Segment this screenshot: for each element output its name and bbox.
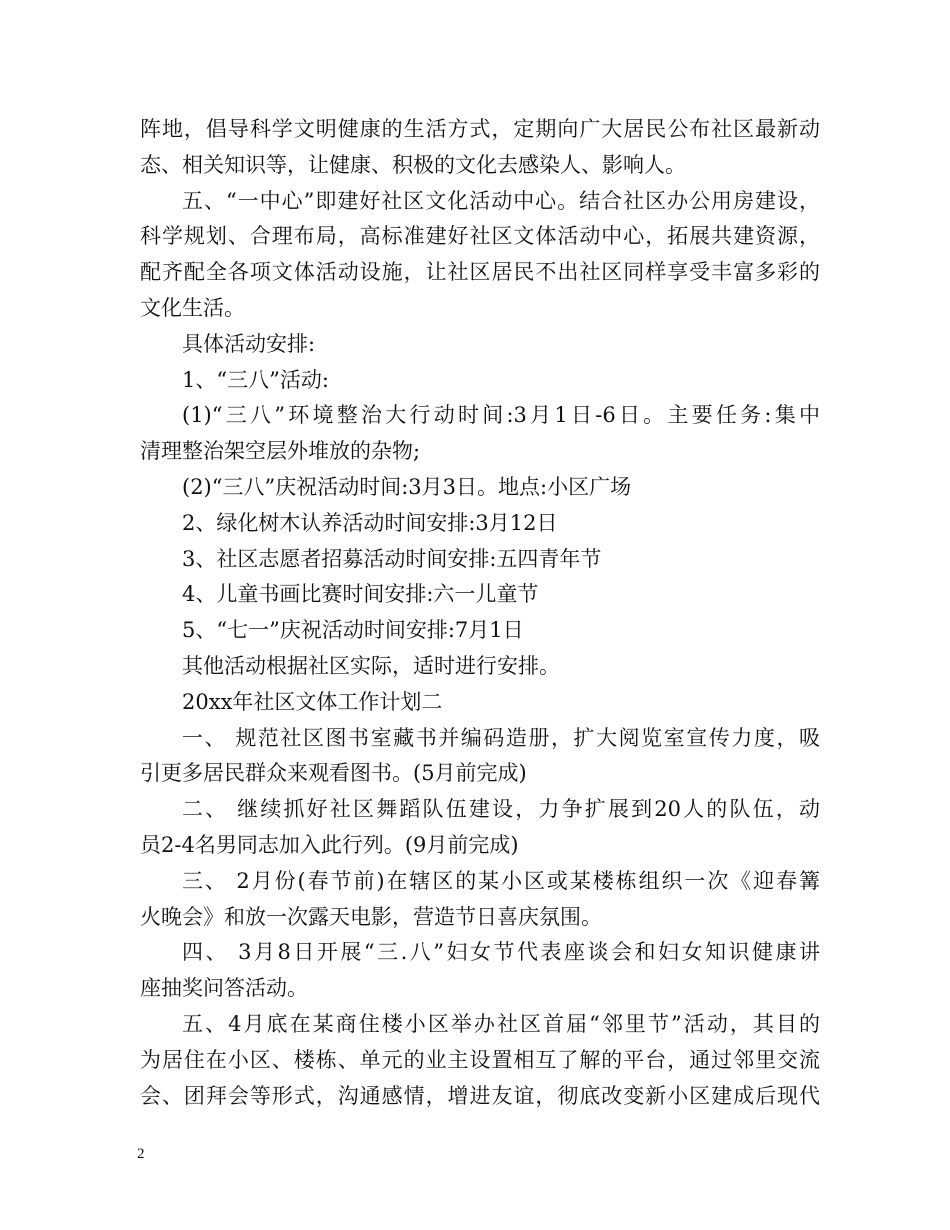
body-text <box>140 112 820 1114</box>
text-line: 五、4月底在某商住楼小区举办社区首届“邻里节”活动，其目的 <box>182 1011 820 1036</box>
section-heading: 20xx年社区文体工作计划二 <box>182 689 443 714</box>
text-line: 引更多居民群众来观看图书。(5月前完成) <box>140 761 527 786</box>
text-line: 配齐配全各项文体活动设施，让社区居民不出社区同样享受丰富多彩的 <box>140 260 820 285</box>
text-line: 三、 2月份(春节前)在辖区的某小区或某楼栋组织一次《迎春篝 <box>182 868 820 893</box>
text-line: 座抽奖问答活动。 <box>140 976 308 1001</box>
text-line: 3、社区志愿者招募活动时间安排:五四青年节 <box>182 546 602 571</box>
text-line: 4、儿童书画比赛时间安排:六一儿童节 <box>182 582 539 607</box>
text-line: 四、 3月8日开展“三.八”妇女节代表座谈会和妇女知识健康讲 <box>182 940 820 965</box>
page-number: 2 <box>137 1146 145 1162</box>
text-line: 一、 规范社区图书室藏书并编码造册，扩大阅览室宣传力度，吸 <box>182 725 820 750</box>
text-line: 阵地，倡导科学文明健康的生活方式，定期向广大居民公布社区最新动 <box>140 117 820 141</box>
text-line: 2、绿化树木认养活动时间安排:3月12日 <box>182 510 558 535</box>
text-line: 为居住在小区、楼栋、单元的业主设置相互了解的平台，通过邻里交流 <box>140 1047 820 1072</box>
text-line: 1、“三八”活动: <box>182 367 329 392</box>
text-line: 二、 继续抓好社区舞蹈队伍建设，力争扩展到20人的队伍，动 <box>182 797 820 822</box>
text-line: 5、“七一”庆祝活动时间安排:7月1日 <box>182 618 524 643</box>
text-line: 科学规划、合理布局，高标准建好社区文体活动中心，拓展共建资源， <box>140 224 820 249</box>
text-line: 五、“一中心”即建好社区文化活动中心。结合社区办公用房建设， <box>182 188 820 213</box>
text-line: 文化生活。 <box>140 295 245 320</box>
text-line: 其他活动根据社区实际，适时进行安排。 <box>182 653 560 678</box>
text-line: 员2-4名男同志加入此行列。(9月前完成) <box>140 832 519 857</box>
text-line: 具体活动安排: <box>182 331 316 356</box>
text-line: 清理整治架空层外堆放的杂物; <box>140 439 421 464</box>
text-line: 火晚会》和放一次露天电影，营造节日喜庆氛围。 <box>140 904 602 929</box>
text-line: (1)“三八”环境整治大行动时间:3月1日-6日。主要任务:集中 <box>182 403 820 428</box>
text-line: 态、相关知识等，让健康、积极的文化去感染人、影响人。 <box>140 152 686 177</box>
text-line: 会、团拜会等形式，沟通感情，增进友谊，彻底改变新小区建成后现代 <box>140 1083 820 1108</box>
text-line: (2)“三八”庆祝活动时间:3月3日。地点:小区广场 <box>182 474 632 499</box>
